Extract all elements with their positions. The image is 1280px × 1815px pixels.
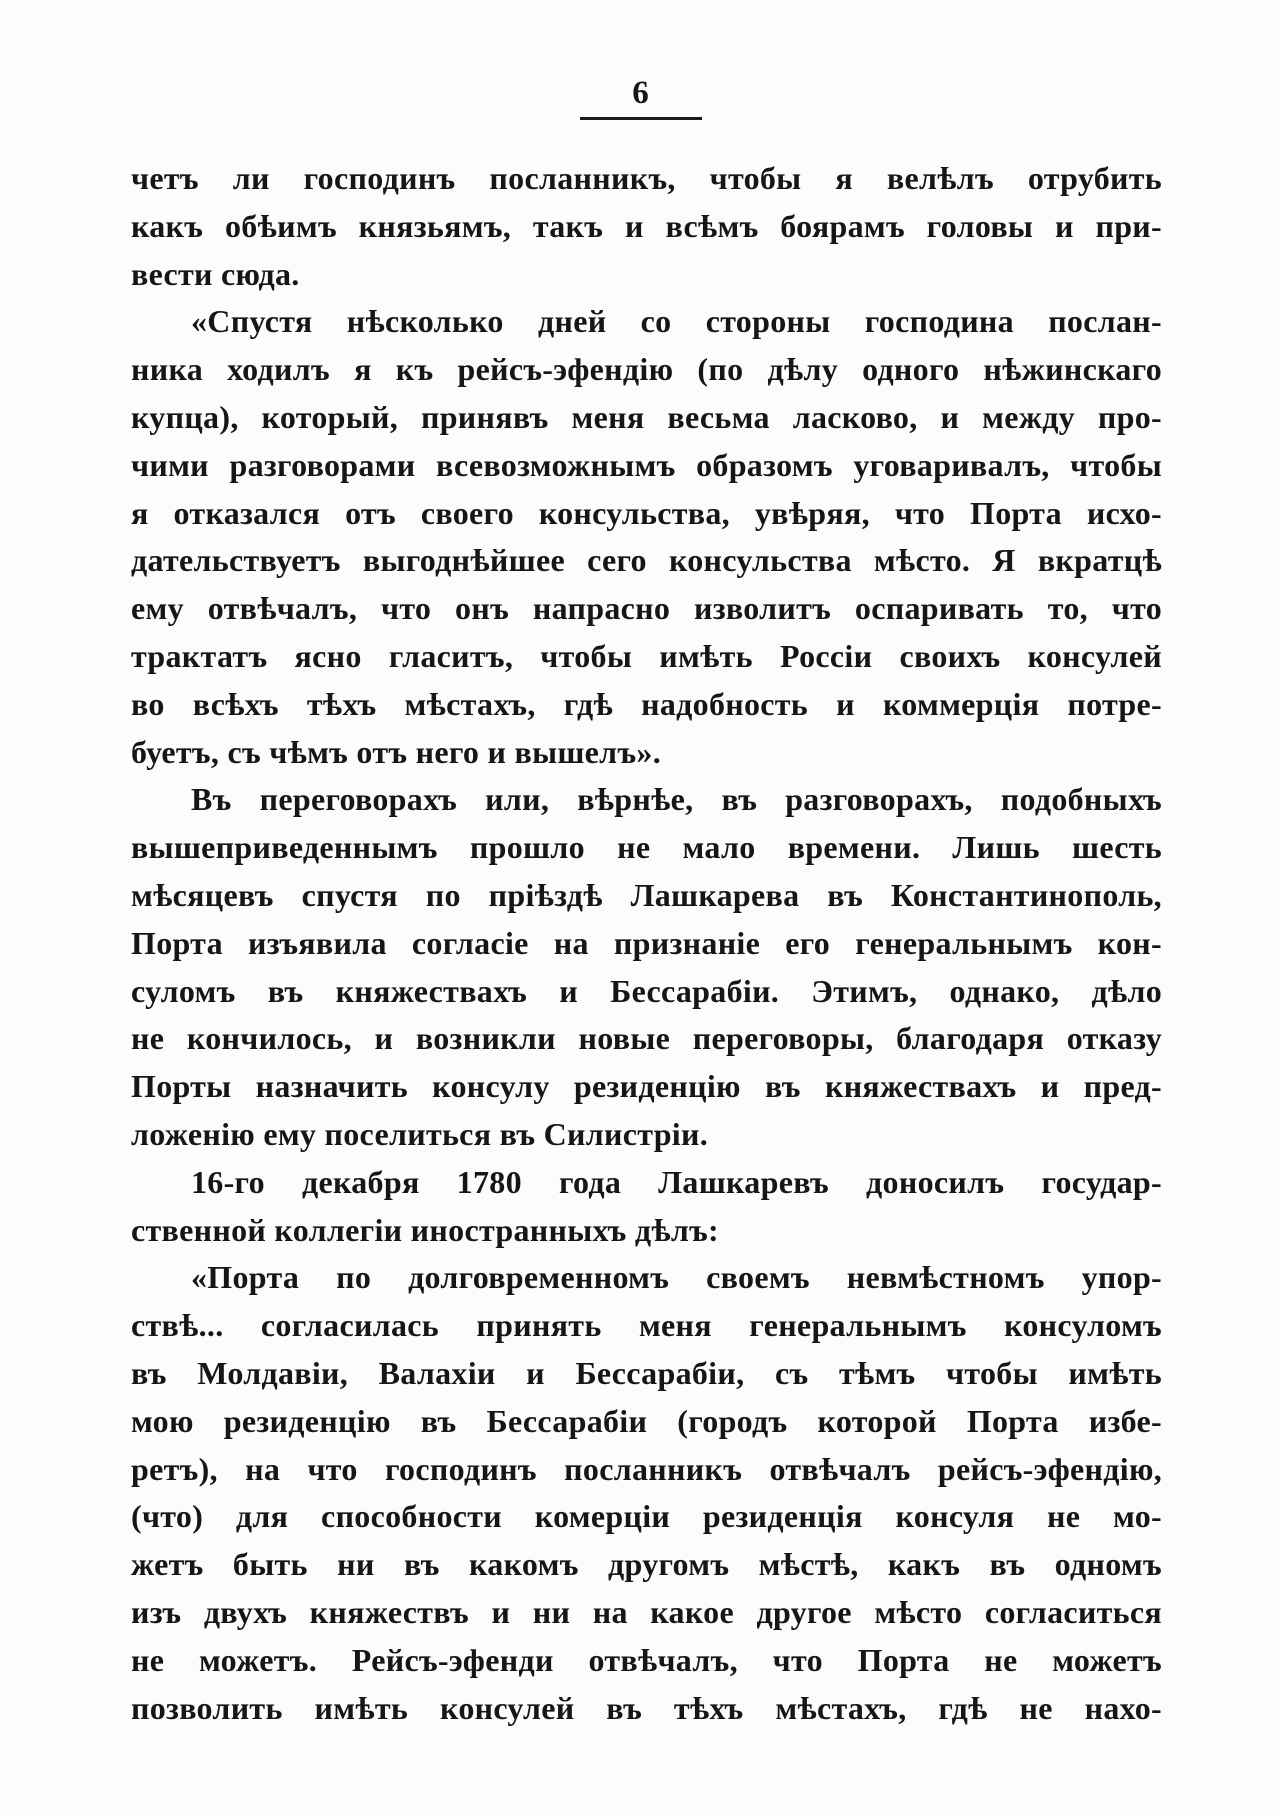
text-line: мою резиденцію въ Бессарабіи (городъ которой Порта избе- <box>131 1402 1162 1439</box>
header-rule-divider <box>580 117 702 120</box>
page-number: 6 <box>632 75 650 111</box>
text-line: ственной коллегіи иностранныхъ дѣлъ: <box>131 1211 720 1248</box>
text-line: буетъ, съ чѣмъ отъ него и вышелъ». <box>131 733 661 770</box>
text-line: вышеприведеннымъ прошло не мало времени. Лишь шесть <box>131 829 1162 866</box>
text-line: «Порта по долговременномъ своемъ невмѣстномъ упор- <box>191 1259 1162 1296</box>
text-line: не кончилось, и возникли новые переговоры, благодаря отказу <box>131 1020 1162 1057</box>
paragraph <box>131 155 1162 298</box>
text-line: ему отвѣчалъ, что онъ напрасно изволитъ оспаривать то, что <box>131 590 1162 627</box>
text-line: не можетъ. Рейсъ-эфенди отвѣчалъ, что Порта не можетъ <box>131 1641 1162 1678</box>
paragraph <box>131 1159 1162 1255</box>
text-line: Въ переговорахъ или, вѣрнѣе, въ разговорахъ, подобныхъ <box>191 781 1162 818</box>
text-line: «Спустя нѣсколько дней со стороны господина послан- <box>191 303 1162 340</box>
page-header <box>579 76 703 120</box>
text-line: позволить имѣть консулей въ тѣхъ мѣстахъ, гдѣ не нахо- <box>131 1689 1162 1726</box>
text-line: ствѣ... согласилась принять меня генеральнымъ консуломъ <box>131 1307 1162 1344</box>
text-line: ложенію ему поселиться въ Силистріи. <box>131 1115 709 1152</box>
text-line: 16-го декабря 1780 года Лашкаревъ доносилъ государ- <box>191 1163 1162 1200</box>
text-line: мѣсяцевъ спустя по пріѣздѣ Лашкарева въ Константинополь, <box>131 876 1162 913</box>
text-line: я отказался отъ своего консульства, увѣряя, что Порта исхо- <box>131 494 1162 531</box>
text-line: дательствуетъ выгоднѣйшее сего консульства мѣсто. Я вкратцѣ <box>131 542 1162 579</box>
text-line: чими разговорами всевозможнымъ образомъ уговаривалъ, чтобы <box>131 446 1162 483</box>
text-line: Порта изъявила согласіе на признаніе его генеральнымъ кон- <box>131 924 1162 961</box>
text-line: четъ ли господинъ посланникъ, чтобы я велѣлъ отрубить <box>131 160 1162 196</box>
text-line: купца), который, принявъ меня весьма ласково, и между про- <box>131 398 1162 435</box>
text-line: Порты назначить консулу резиденцію въ княжествахъ и пред- <box>131 1068 1162 1105</box>
paragraph <box>131 776 1162 1158</box>
text-line: въ Молдавіи, Валахіи и Бессарабіи, съ тѣмъ чтобы имѣть <box>131 1354 1162 1391</box>
text-line: изъ двухъ княжествъ и ни на какое другое мѣсто согласиться <box>131 1593 1162 1630</box>
paragraph <box>131 298 1162 776</box>
text-line: какъ обѣимъ князьямъ, такъ и всѣмъ боярамъ головы и при- <box>131 207 1162 244</box>
text-line: жетъ быть ни въ какомъ другомъ мѣстѣ, какъ въ одномъ <box>131 1546 1162 1583</box>
text-line: ника ходилъ я къ рейсъ-эфендію (по дѣлу одного нѣжинскаго <box>131 351 1162 388</box>
text-block <box>131 155 1162 1732</box>
text-line: во всѣхъ тѣхъ мѣстахъ, гдѣ надобность и коммерція потре- <box>131 685 1162 722</box>
text-line: суломъ въ княжествахъ и Бессарабіи. Этимъ, однако, дѣло <box>131 972 1162 1009</box>
paragraph <box>131 1254 1162 1732</box>
text-line: ретъ), на что господинъ посланникъ отвѣчалъ рейсъ-эфендію, <box>131 1450 1162 1487</box>
text-line: (что) для способности комерціи резиденція консуля не мо- <box>131 1498 1162 1535</box>
text-line: трактатъ ясно гласитъ, чтобы имѣть Россіи своихъ консулей <box>131 637 1162 674</box>
text-line: вести сюда. <box>131 255 300 292</box>
